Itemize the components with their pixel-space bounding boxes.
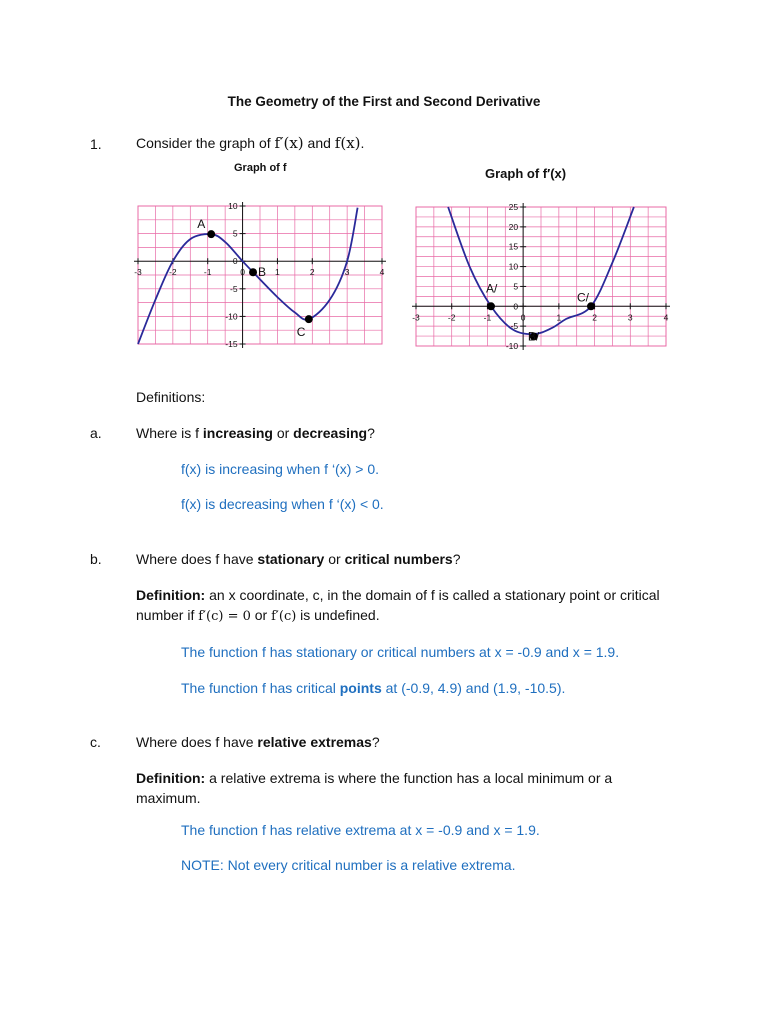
section-a-answer-1: f(x) is increasing when f ‘(x) > 0. (181, 461, 380, 477)
c-def-text: a relative extrema is where the function has a local minimum or a maximum. (136, 770, 613, 806)
y-tick-label: 5 (513, 281, 519, 292)
a-q-before: Where is f (136, 425, 203, 441)
x-tick-label: 0 (240, 267, 245, 278)
b-def-math2: f′(c) (271, 609, 297, 624)
chart-fprime-points (483, 281, 595, 344)
y-tick-label: -10 (225, 311, 238, 322)
section-c-question (136, 734, 380, 750)
x-tick-label: -2 (447, 312, 456, 323)
b-def-math1: f′(c) = 0 (198, 609, 251, 624)
chart-fprime-grid (416, 207, 666, 346)
chart-f-points (197, 217, 313, 339)
c-q-before: Where does f have (136, 734, 258, 750)
q1-and: and (303, 135, 335, 151)
chart-fprime (400, 200, 675, 352)
y-tick-label: 10 (228, 201, 238, 211)
x-tick-label: 0 (520, 312, 526, 323)
section-a-letter: a. (90, 425, 102, 441)
y-tick-label: 10 (508, 261, 519, 272)
x-tick-label: -2 (169, 267, 177, 278)
point-marker (487, 302, 495, 310)
x-tick-label: 4 (379, 267, 385, 278)
section-c-definition (136, 768, 666, 808)
x-tick-label: 3 (344, 267, 350, 278)
point-label: A (197, 217, 206, 232)
b-ans2-before: The function f has critical (181, 680, 340, 696)
y-tick-label: 20 (508, 221, 519, 232)
y-tick-label: 0 (232, 256, 238, 267)
c-q-end: ? (371, 734, 380, 750)
section-c-answer-1: The function f has relative extrema at x = -0.9 and x = 1.9. (181, 822, 540, 838)
a-q-bold2: decreasing (293, 425, 368, 441)
q1-f: f(x) (334, 134, 361, 152)
a-q-mid: or (272, 425, 294, 441)
x-tick-label: -3 (134, 267, 142, 278)
b-q-mid: or (324, 551, 345, 567)
page-title: The Geometry of the First and Second Derivative (227, 94, 541, 109)
point-label: B (258, 265, 267, 280)
q1-text-before: Consider the graph of (136, 135, 275, 151)
x-tick-label: -1 (203, 267, 212, 278)
section-a-answer-2: f(x) is decreasing when f ‘(x) < 0. (181, 496, 384, 512)
y-tick-label: -5 (230, 283, 238, 294)
section-b-question (136, 551, 461, 567)
y-tick-label: 5 (232, 228, 238, 239)
question-1-text (136, 134, 364, 152)
b-ans2-bold: points (339, 680, 382, 696)
b-q-end: ? (452, 551, 461, 567)
y-tick-label: -15 (225, 339, 238, 349)
point-marker (249, 268, 257, 276)
point-label: C (296, 325, 306, 340)
x-tick-label: -3 (412, 312, 420, 323)
x-tick-label: 3 (627, 312, 633, 323)
b-def-or: or (250, 607, 272, 623)
definitions-label: Definitions: (136, 389, 206, 405)
section-b-definition (136, 585, 666, 627)
point-marker (207, 230, 215, 238)
b-q-bold1: stationary (257, 551, 325, 567)
point-label: C/ (577, 290, 589, 305)
a-q-end: ? (367, 425, 375, 441)
y-tick-label: -10 (505, 341, 519, 351)
y-tick-label: 0 (513, 301, 519, 312)
y-tick-label: 15 (508, 241, 519, 252)
b-q-before: Where does f have (136, 551, 258, 567)
chart-f-title: Graph of f (234, 162, 287, 174)
q1-fprime: f′(x) (274, 134, 304, 152)
b-def-text1: an x coordinate, c, in the domain of f is called a stationary point or critical number if (136, 587, 660, 623)
x-tick-label: 2 (592, 312, 597, 323)
point-marker (305, 315, 313, 323)
question-number: 1. (90, 136, 102, 152)
x-tick-label: 1 (275, 267, 280, 278)
y-tick-label: -5 (510, 321, 519, 332)
x-tick-label: 1 (556, 312, 562, 323)
x-tick-label: -1 (483, 312, 492, 323)
section-b-letter: b. (90, 551, 102, 567)
b-ans2-after: at (-0.9, 4.9) and (1.9, -10.5). (381, 680, 566, 696)
y-tick-label: 25 (508, 202, 519, 212)
b-def-label: Definition: (136, 587, 206, 603)
c-def-label: Definition: (136, 770, 206, 786)
b-q-bold2: critical numbers (344, 551, 453, 567)
section-b-answer-1: The function f has stationary or critical numbers at x = -0.9 and x = 1.9. (181, 644, 620, 660)
chart-f (128, 196, 390, 352)
section-a-question (136, 425, 375, 441)
chart-fprime-title: Graph of f′(x) (485, 166, 567, 181)
x-tick-label: 2 (309, 267, 315, 278)
point-label: B/ (527, 329, 540, 344)
a-q-bold1: increasing (202, 425, 273, 441)
section-b-answer-2 (181, 680, 565, 696)
b-def-text2: is undefined. (296, 607, 380, 623)
section-c-answer-2: NOTE: Not every critical number is a relative extrema. (181, 857, 516, 873)
c-q-bold: relative extremas (257, 734, 372, 750)
x-tick-label: 4 (663, 312, 669, 323)
section-c-letter: c. (90, 734, 101, 750)
point-label: A/ (486, 281, 498, 296)
q1-end: . (360, 135, 365, 151)
